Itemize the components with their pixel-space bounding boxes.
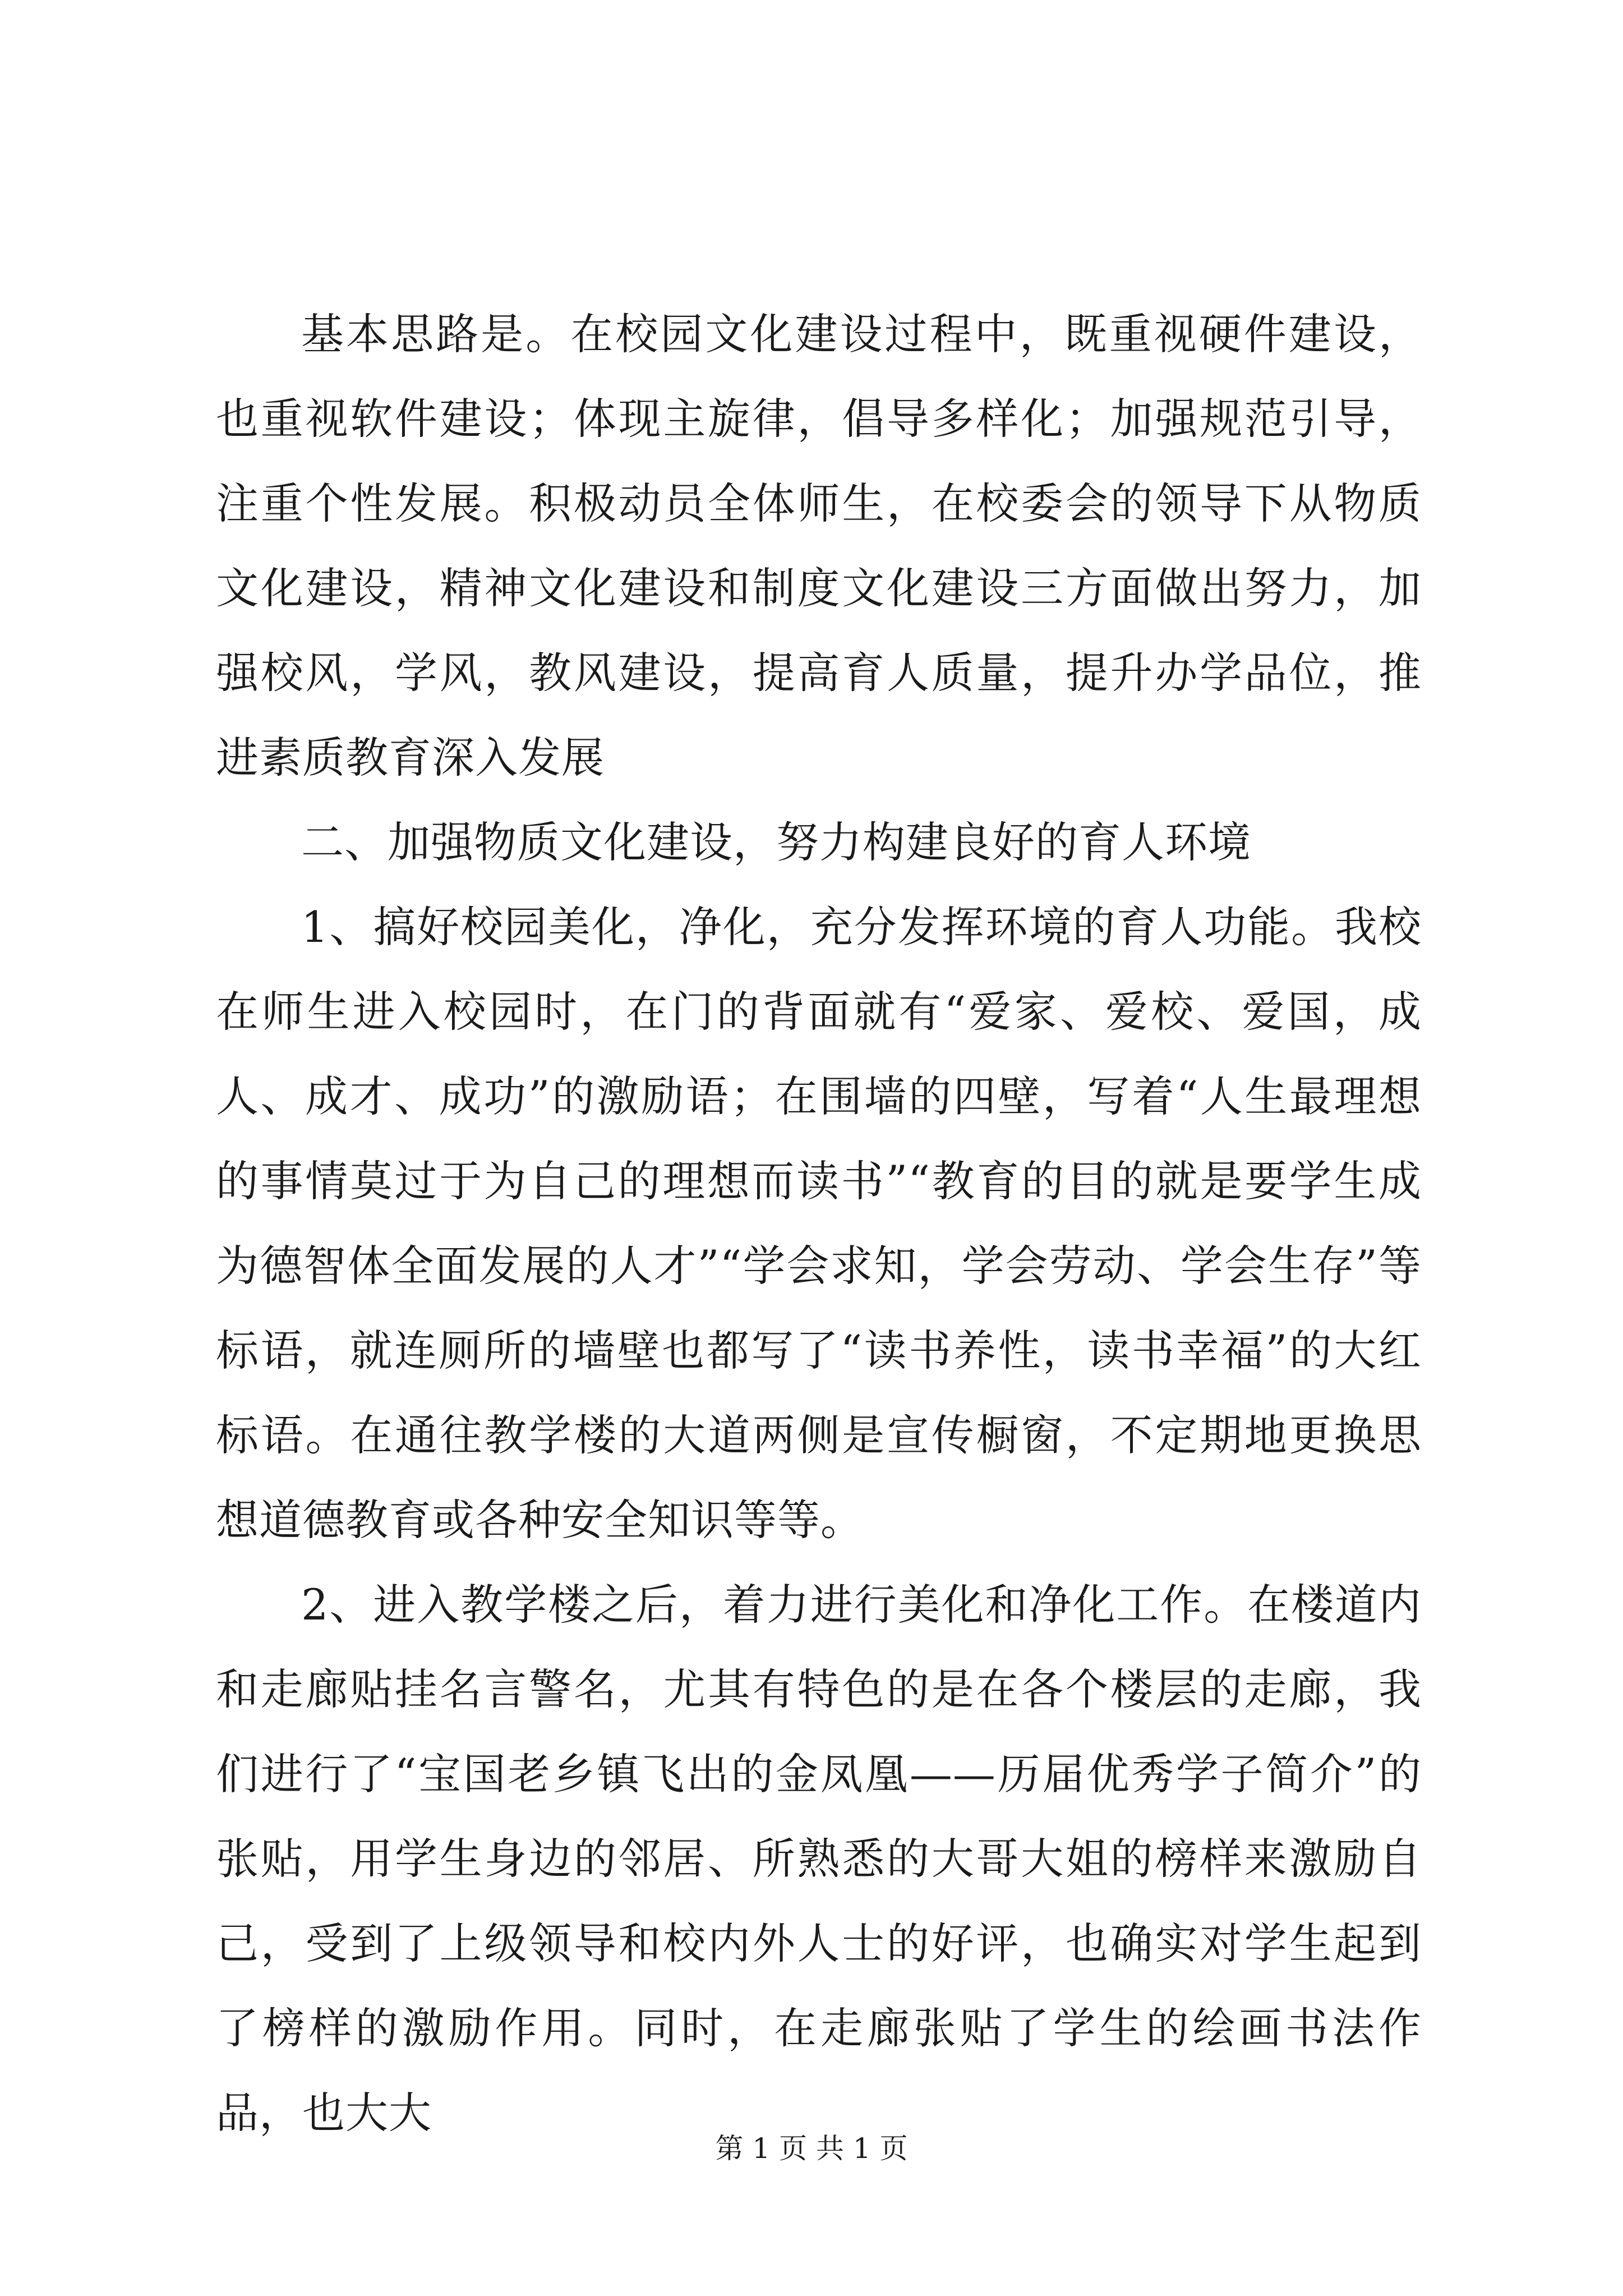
page-footer: 第 1 页 共 1 页 xyxy=(715,2132,908,2165)
body-paragraph-teaching-building: 2、进入教学楼之后，着力进行美化和净化工作。在楼道内和走廊贴挂名言警名，尤其有特色的是在各个楼层的走廊，我们进行了“宝国老乡镇飞出的金凤凰——历届优秀学子简介”的张贴，用学生身边的邻居、所熟悉的大哥大姐的榜样来激励自己，受到了上级领导和校内外人士的好评，也确实对学生起到了榜样的激励作用。同时，在走廊张贴了学生的绘画书法作品，也大大 xyxy=(216,1580,1422,2138)
body-paragraph-campus-beautification: 1、搞好校园美化，净化，充分发挥环境的育人功能。我校在师生进入校园时，在门的背面就有“爱家、爱校、爱国，成人、成才、成功”的激励语；在围墙的四壁，写着“人生最理想的事情莫过于为自己的理想而读书”“教育的目的就是要学生成为德智体全面发展的人才”“学会求知，学会劳动、学会生存”等标语，就连厕所的墙壁也都写了“读书养性，读书幸福”的大红标语。在通往教学楼的大道两侧是宣传橱窗，不定期地更换思想道德教育或各种安全知识等等。 xyxy=(216,902,1422,1545)
body-paragraph-basic-approach: 基本思路是。在校园文化建设过程中，既重视硬件建设，也重视软件建设；体现主旋律，倡导多样化；加强规范引导，注重个性发展。积极动员全体师生，在校委会的领导下从物质文化建设，精神文化建设和制度文化建设三方面做出努力，加强校风，学风，教风建设，提高育人质量，提升办学品位，推进素质教育深入发展 xyxy=(216,309,1422,783)
document-body xyxy=(216,292,1422,2155)
section-heading-material-culture: 二、加强物质文化建设，努力构建良好的育人环境 xyxy=(301,817,1251,867)
